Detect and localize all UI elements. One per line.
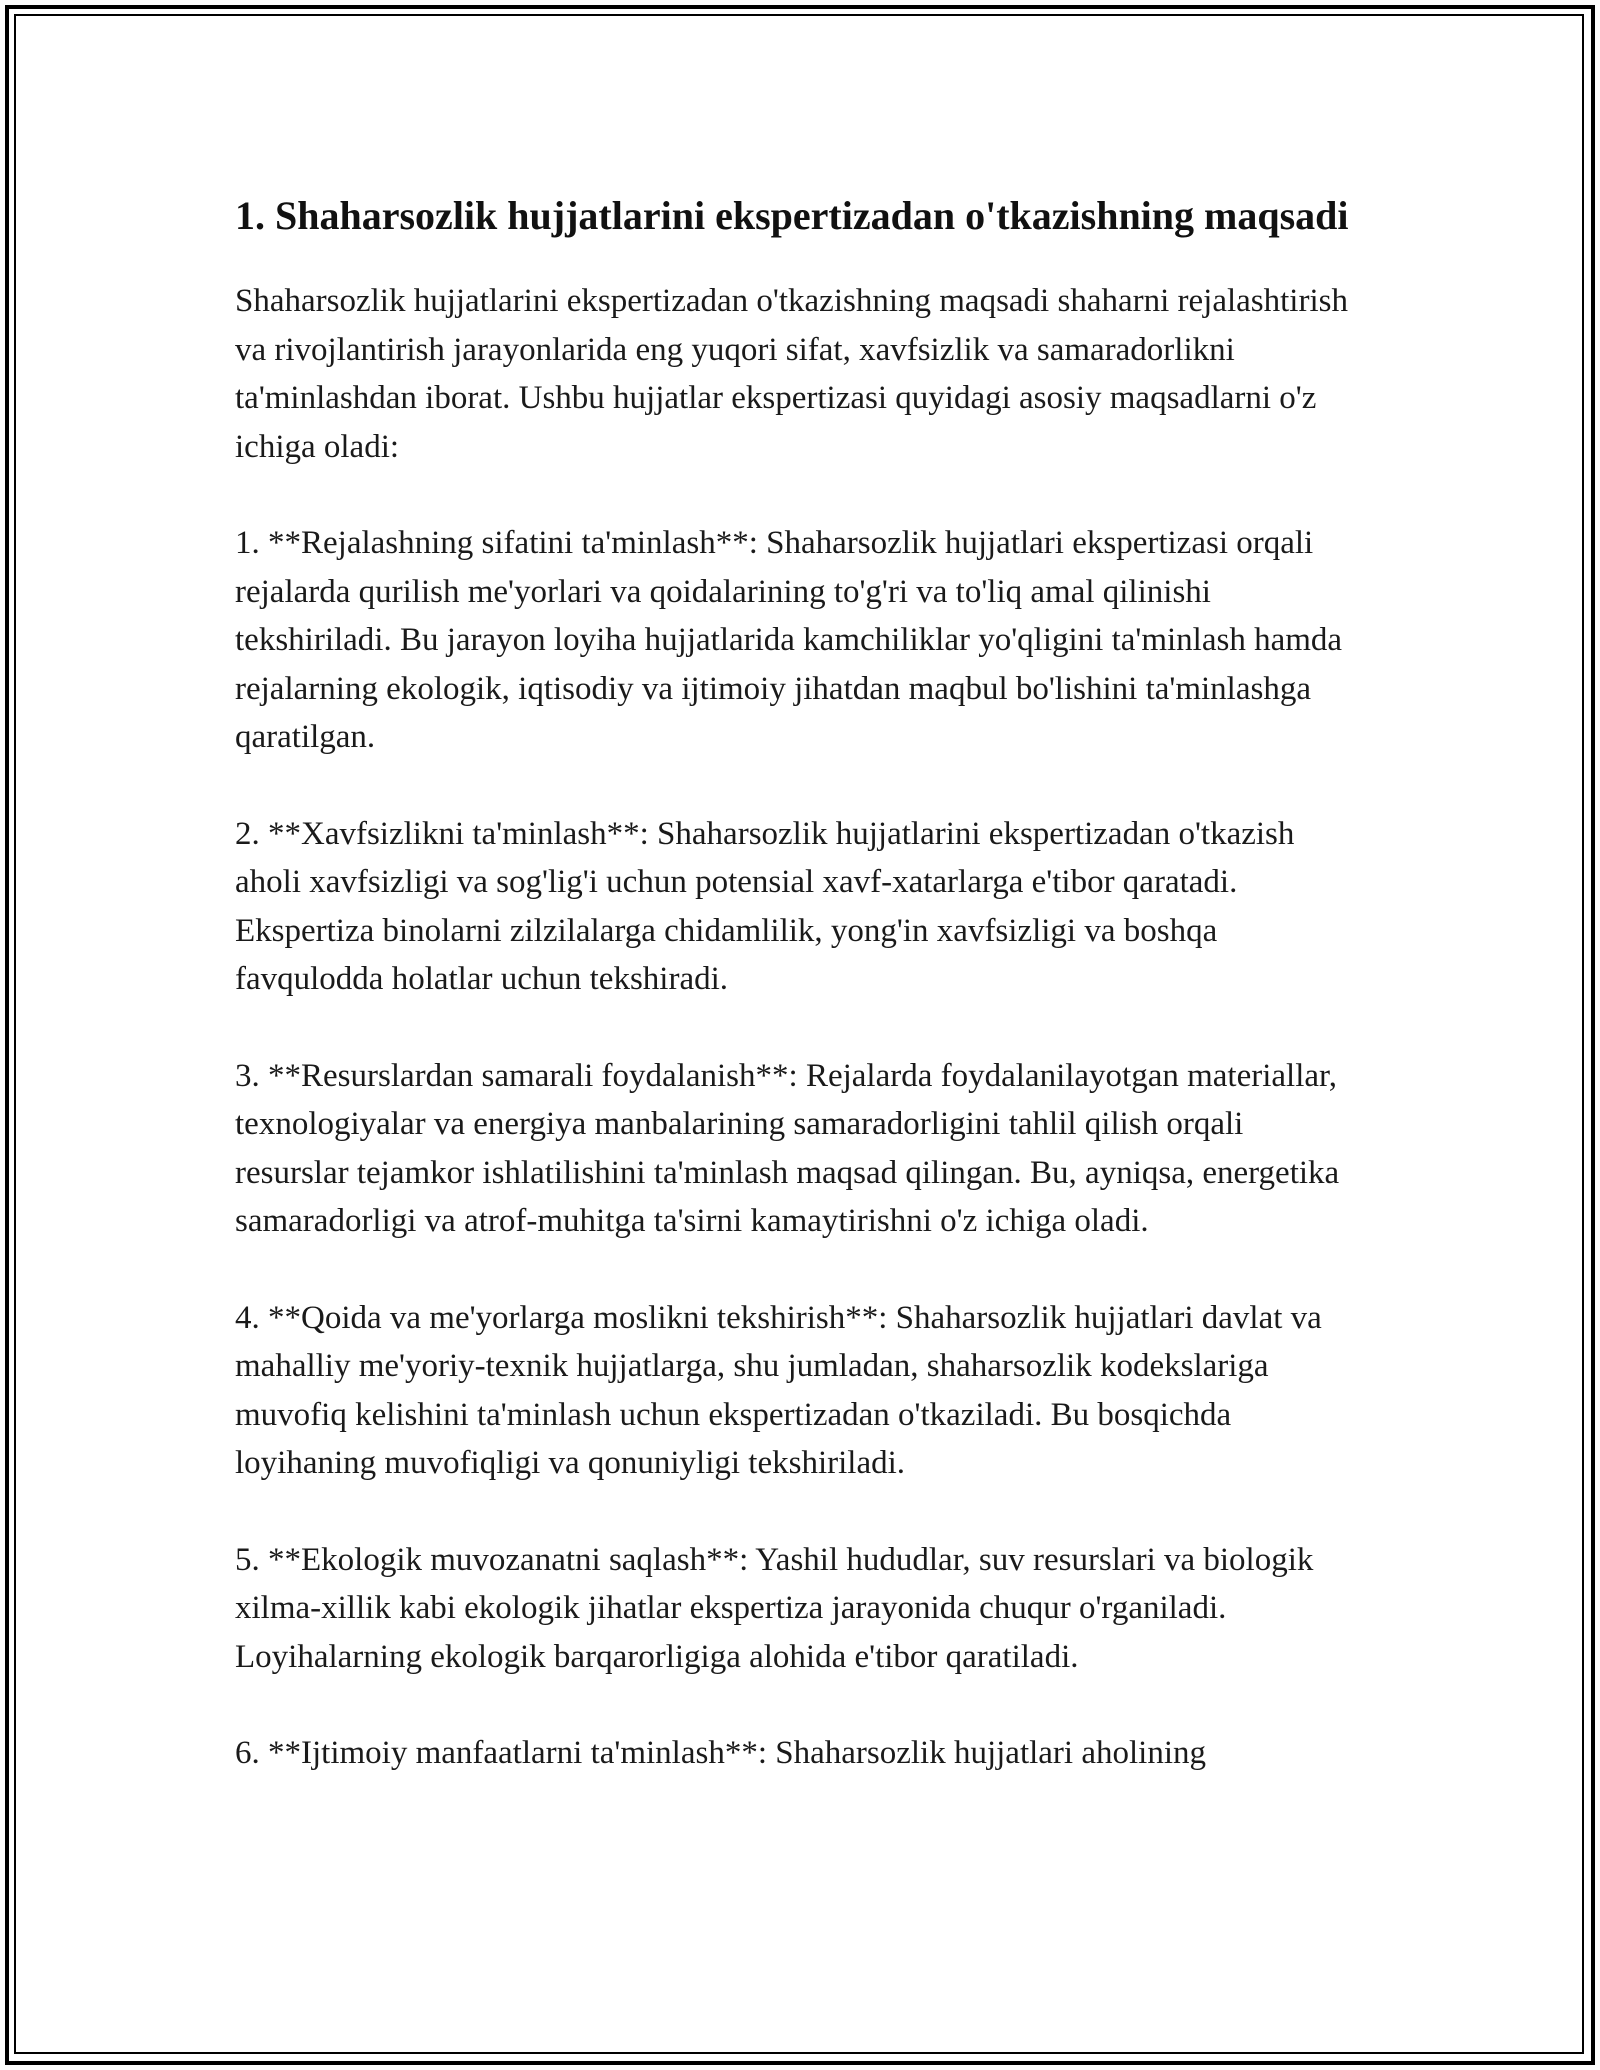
list-item-4-paragraph: 4. **Qoida va me'yorlarga moslikni tekshirish**: Shaharsozlik hujjatlari davlat va mahalliy me'yoriy-texnik hujjatlarga, shu jumladan, shaharsozlik kodekslariga muvofiq kelishini ta'minlash uchun ekspertizadan o'tkaziladi. Bu bosqichda loyihaning muvofiqligi va qonuniyligi tekshiriladi. xyxy=(235,1299,1322,1481)
intro-paragraph: Shaharsozlik hujjatlarini ekspertizadan o'tkazishning maqsadi shaharni rejalashtirish va rivojlantirish jarayonlarida eng yuqori sifat, xavfsizlik va samaradorlikni ta'minlashdan iborat. Ushbu hujjatlar ekspertizasi quyidagi asosiy maqsadlarni o'z ichiga oladi: xyxy=(235,283,1348,465)
list-item-5-paragraph: 5. **Ekologik muvozanatni saqlash**: Yashil hududlar, suv resurslari va biologik xilma-xillik kabi ekologik jihatlar ekspertiza jarayonida chuqur o'rganiladi. Loyihalarning ekologik barqarorligiga alohida e'tibor qaratiladi. xyxy=(235,1541,1314,1675)
list-item-2-paragraph: 2. **Xavfsizlikni ta'minlash**: Shaharsozlik hujjatlarini ekspertizadan o'tkazish aholi xavfsizligi va sog'lig'i uchun potensial xavf-xatarlarga e'tibor qaratadi. Ekspertiza binolarni zilzilalarga chidamlilik, yong'in xavfsizligi va boshqa favqulodda holatlar uchun tekshiradi. xyxy=(235,815,1295,997)
list-item-3-paragraph: 3. **Resurslardan samarali foydalanish**: Rejalarda foydalanilayotgan materiallar, texnologiyalar va energiya manbalarining samaradorligini tahlil qilish orqali resurslar tejamkor ishlatilishini ta'minlash maqsad qilingan. Bu, ayniqsa, energetika samaradorligi va atrof-muhitga ta'sirni kamaytirishni o'z ichiga oladi. xyxy=(235,1057,1340,1239)
document-body xyxy=(235,188,1365,1826)
section-heading: 1. Shaharsozlik hujjatlarini ekspertizadan o'tkazishning maqsadi xyxy=(235,193,1349,238)
list-item-1-paragraph: 1. **Rejalashning sifatini ta'minlash**: Shaharsozlik hujjatlari ekspertizasi orqali rejalarda qurilish me'yorlari va qoidalarining to'g'ri va to'liq amal qilinishi tekshiriladi. Bu jarayon loyiha hujjatlarida kamchiliklar yo'qligini ta'minlash hamda rejalarning ekologik, iqtisodiy va ijtimoiy jihatdan maqbul bo'lishini ta'minlashga qaratilgan. xyxy=(235,525,1343,755)
list-item-6-paragraph: 6. **Ijtimoiy manfaatlarni ta'minlash**: Shaharsozlik hujjatlari aholining xyxy=(235,1735,1206,1771)
